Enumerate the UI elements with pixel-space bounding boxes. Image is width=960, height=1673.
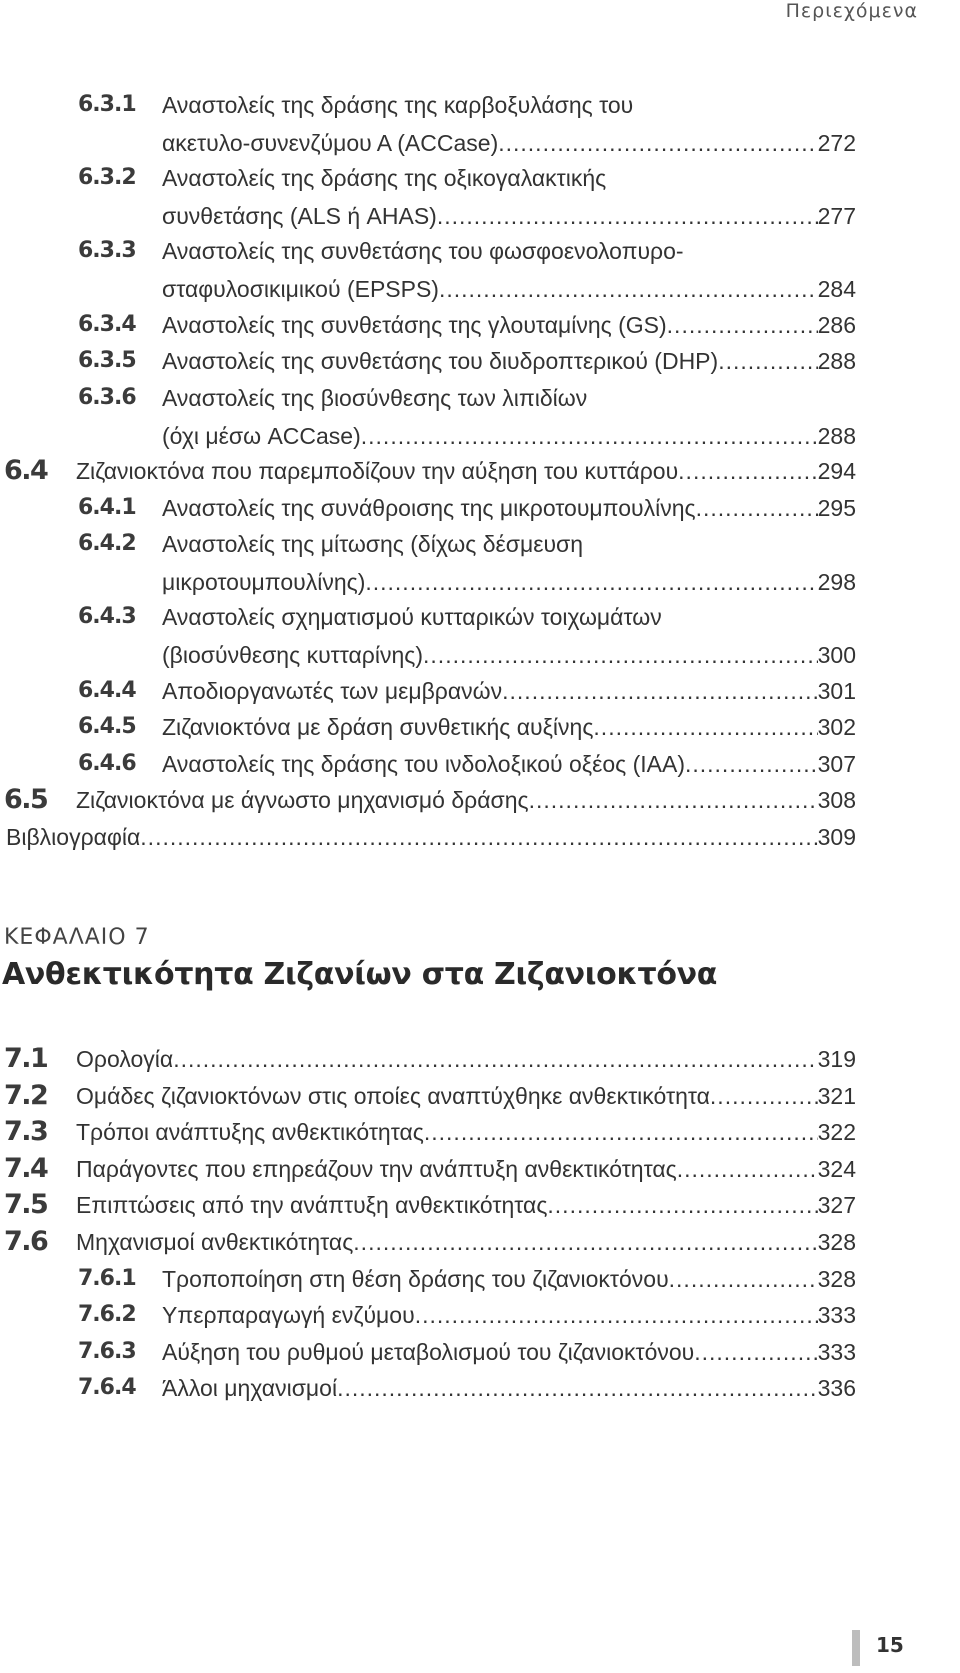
entry-title: ακετυλο-συνενζύμου Α (ACCase)	[162, 130, 499, 156]
section-number: 6.3.3	[78, 238, 136, 264]
page-ref: 333	[817, 1302, 856, 1329]
entry-title: σταφυλοσικιμικού (EPSPS)	[162, 276, 439, 303]
page-number: 15	[876, 1633, 904, 1657]
page-ref: 327	[817, 1192, 856, 1219]
dot-leader	[361, 417, 818, 455]
section-number: 6.5	[4, 784, 48, 816]
section-number: 7.6	[4, 1226, 48, 1257]
dot-leader	[547, 1186, 817, 1224]
dot-leader	[677, 1150, 818, 1188]
section-number: 6.4.5	[78, 714, 136, 740]
page-ref: 336	[817, 1375, 856, 1402]
entry-title: Παράγοντες που επηρεάζουν την ανάπτυξη ανθεκτικότητας	[76, 1155, 677, 1182]
entry-title: Αναστολείς της βιοσύνθεσης των λιπιδίων	[162, 384, 588, 411]
folio-bar	[852, 1630, 860, 1666]
section-number: 6.3.5	[78, 348, 136, 374]
section-number: 7.6.4	[78, 1375, 136, 1401]
dot-leader	[353, 1223, 817, 1261]
section-number: 7.6.3	[78, 1338, 136, 1364]
section-number: 6.4.6	[78, 750, 136, 776]
dot-leader	[694, 1333, 817, 1371]
page-ref: 333	[817, 1338, 856, 1365]
entry-title: Αναστολείς σχηματισμού κυτταρικών τοιχωμάτων	[162, 604, 662, 631]
dot-leader	[424, 1113, 818, 1151]
entry-title: Τρόποι ανάπτυξης ανθεκτικότητας	[76, 1119, 424, 1146]
section-number: 6.4.3	[78, 604, 136, 630]
dot-leader	[678, 452, 817, 490]
page-ref: 295	[817, 494, 856, 521]
page-ref: 308	[817, 787, 856, 814]
section-number: 6.3.2	[78, 165, 136, 191]
section-number: 7.6.2	[78, 1302, 136, 1328]
page-ref: 319	[817, 1046, 856, 1072]
entry-title: Τροποποίηση στη θέση δράσης του ζιζανιοκτόνου	[162, 1265, 669, 1292]
entry-title: Βιβλιογραφία	[6, 824, 141, 850]
dot-leader	[718, 342, 817, 380]
page-ref: 288	[817, 348, 856, 375]
entry-title: Υπερπαραγωγή ενζύμου	[162, 1302, 415, 1329]
dot-leader	[685, 745, 818, 783]
section-number: 6.4.2	[78, 531, 136, 557]
entry-title: Αναστολείς της δράσης της οξικογαλακτικής	[162, 165, 607, 192]
page-ref: 277	[817, 203, 856, 230]
dot-leader	[502, 672, 817, 710]
entry-title: Ορολογία	[76, 1046, 174, 1072]
page-ref: 288	[817, 422, 856, 449]
entry-title: (όχι μέσω ACCase)	[162, 422, 361, 449]
dot-leader	[529, 781, 818, 819]
entry-title: Αναστολείς της μίτωσης (δίχως δέσμευση	[162, 531, 584, 558]
page-ref: 302	[817, 714, 856, 741]
entry-title: συνθετάσης (ALS ή AHAS)	[162, 203, 437, 230]
chapter-kicker: ΚΕΦΑΛΑΙΟ 7	[4, 925, 150, 950]
section-number: 6.4.4	[78, 677, 136, 703]
entry-title: Ζιζανιοκτόνα με δράση συνθετικής αυξίνης	[162, 714, 594, 741]
entry-title: Αναστολείς της συνθετάσης της γλουταμίνης (GS)	[162, 311, 667, 338]
dot-leader	[423, 636, 818, 674]
section-number: 7.1	[4, 1043, 48, 1074]
page-ref: 298	[817, 569, 856, 596]
entry-title: Ομάδες ζιζανιοκτόνων στις οποίες αναπτύχθηκε ανθεκτικότητα	[76, 1082, 710, 1109]
page-ref: 272	[817, 130, 856, 156]
section-number: 6.3.1	[78, 92, 136, 117]
dot-leader	[439, 270, 818, 308]
entry-title: μικροτουμπουλίνης)	[162, 569, 366, 596]
entry-title: (βιοσύνθεσης κυτταρίνης)	[162, 642, 424, 669]
section-number: 7.2	[4, 1079, 48, 1111]
entry-title: Ζιζανιοκτόνα με άγνωστο μηχανισμό δράσης	[76, 787, 529, 814]
page-ref: 307	[817, 750, 856, 777]
page-ref: 294	[817, 458, 856, 484]
page-ref: 301	[817, 677, 856, 704]
dot-leader	[365, 563, 817, 601]
entry-title: Αναστολείς της συνθετάσης του διυδροπτερικού (DHP)	[162, 348, 719, 375]
entry-title: Ζιζανιοκτόνα που παρεμποδίζουν την αύξηση του κυττάρου	[76, 458, 679, 484]
dot-leader	[498, 124, 817, 162]
entry-title: Αναστολείς της συνάθροισης της μικροτουμπουλίνης	[162, 494, 696, 521]
section-number: 6.3.6	[78, 384, 136, 410]
page-ref: 321	[817, 1082, 856, 1109]
page-ref: 328	[817, 1265, 856, 1292]
section-number: 7.3	[4, 1116, 48, 1148]
entry-title: Άλλοι μηχανισμοί	[162, 1375, 338, 1402]
dot-leader	[337, 1369, 818, 1407]
page-ref: 328	[817, 1229, 856, 1255]
section-number: 6.3.4	[78, 311, 136, 337]
section-number: 6.4	[4, 455, 48, 486]
dot-leader	[140, 818, 817, 856]
page-ref: 300	[817, 642, 856, 669]
page-ref: 324	[817, 1155, 856, 1182]
page-ref: 309	[817, 824, 856, 850]
dot-leader	[415, 1296, 818, 1334]
page-ref: 284	[817, 276, 856, 303]
section-number: 7.6.1	[78, 1265, 136, 1291]
dot-leader	[696, 489, 818, 527]
dot-leader	[667, 306, 818, 344]
section-number: 6.4.1	[78, 494, 136, 520]
entry-title: Μηχανισμοί ανθεκτικότητας	[76, 1229, 354, 1255]
chapter-title: Ανθεκτικότητα Ζιζανίων στα Ζιζανιοκτόνα	[2, 957, 718, 992]
running-head: Περιεχόμενα	[785, 0, 918, 22]
page-ref: 322	[817, 1119, 856, 1146]
dot-leader	[173, 1040, 817, 1078]
entry-title: Αναστολείς της δράσης της καρβοξυλάσης του	[162, 92, 634, 118]
entry-title: Αποδιοργανωτές των μεμβρανών	[162, 677, 503, 704]
dot-leader	[669, 1260, 818, 1298]
dot-leader	[593, 708, 817, 746]
entry-title: Επιπτώσεις από την ανάπτυξη ανθεκτικότητας	[76, 1192, 548, 1219]
page-ref: 286	[817, 311, 856, 338]
section-number: 7.4	[4, 1152, 48, 1184]
dot-leader	[710, 1077, 818, 1115]
entry-title: Αναστολείς της συνθετάσης του φωσφοενολοπυρο-	[162, 238, 684, 265]
entry-title: Αύξηση του ρυθμού μεταβολισμού του ζιζανιοκτόνου	[162, 1338, 695, 1365]
dot-leader	[437, 197, 818, 235]
entry-title: Αναστολείς της δράσης του ινδολοξικού οξέος (IAA)	[162, 750, 685, 777]
section-number: 7.5	[4, 1189, 48, 1221]
